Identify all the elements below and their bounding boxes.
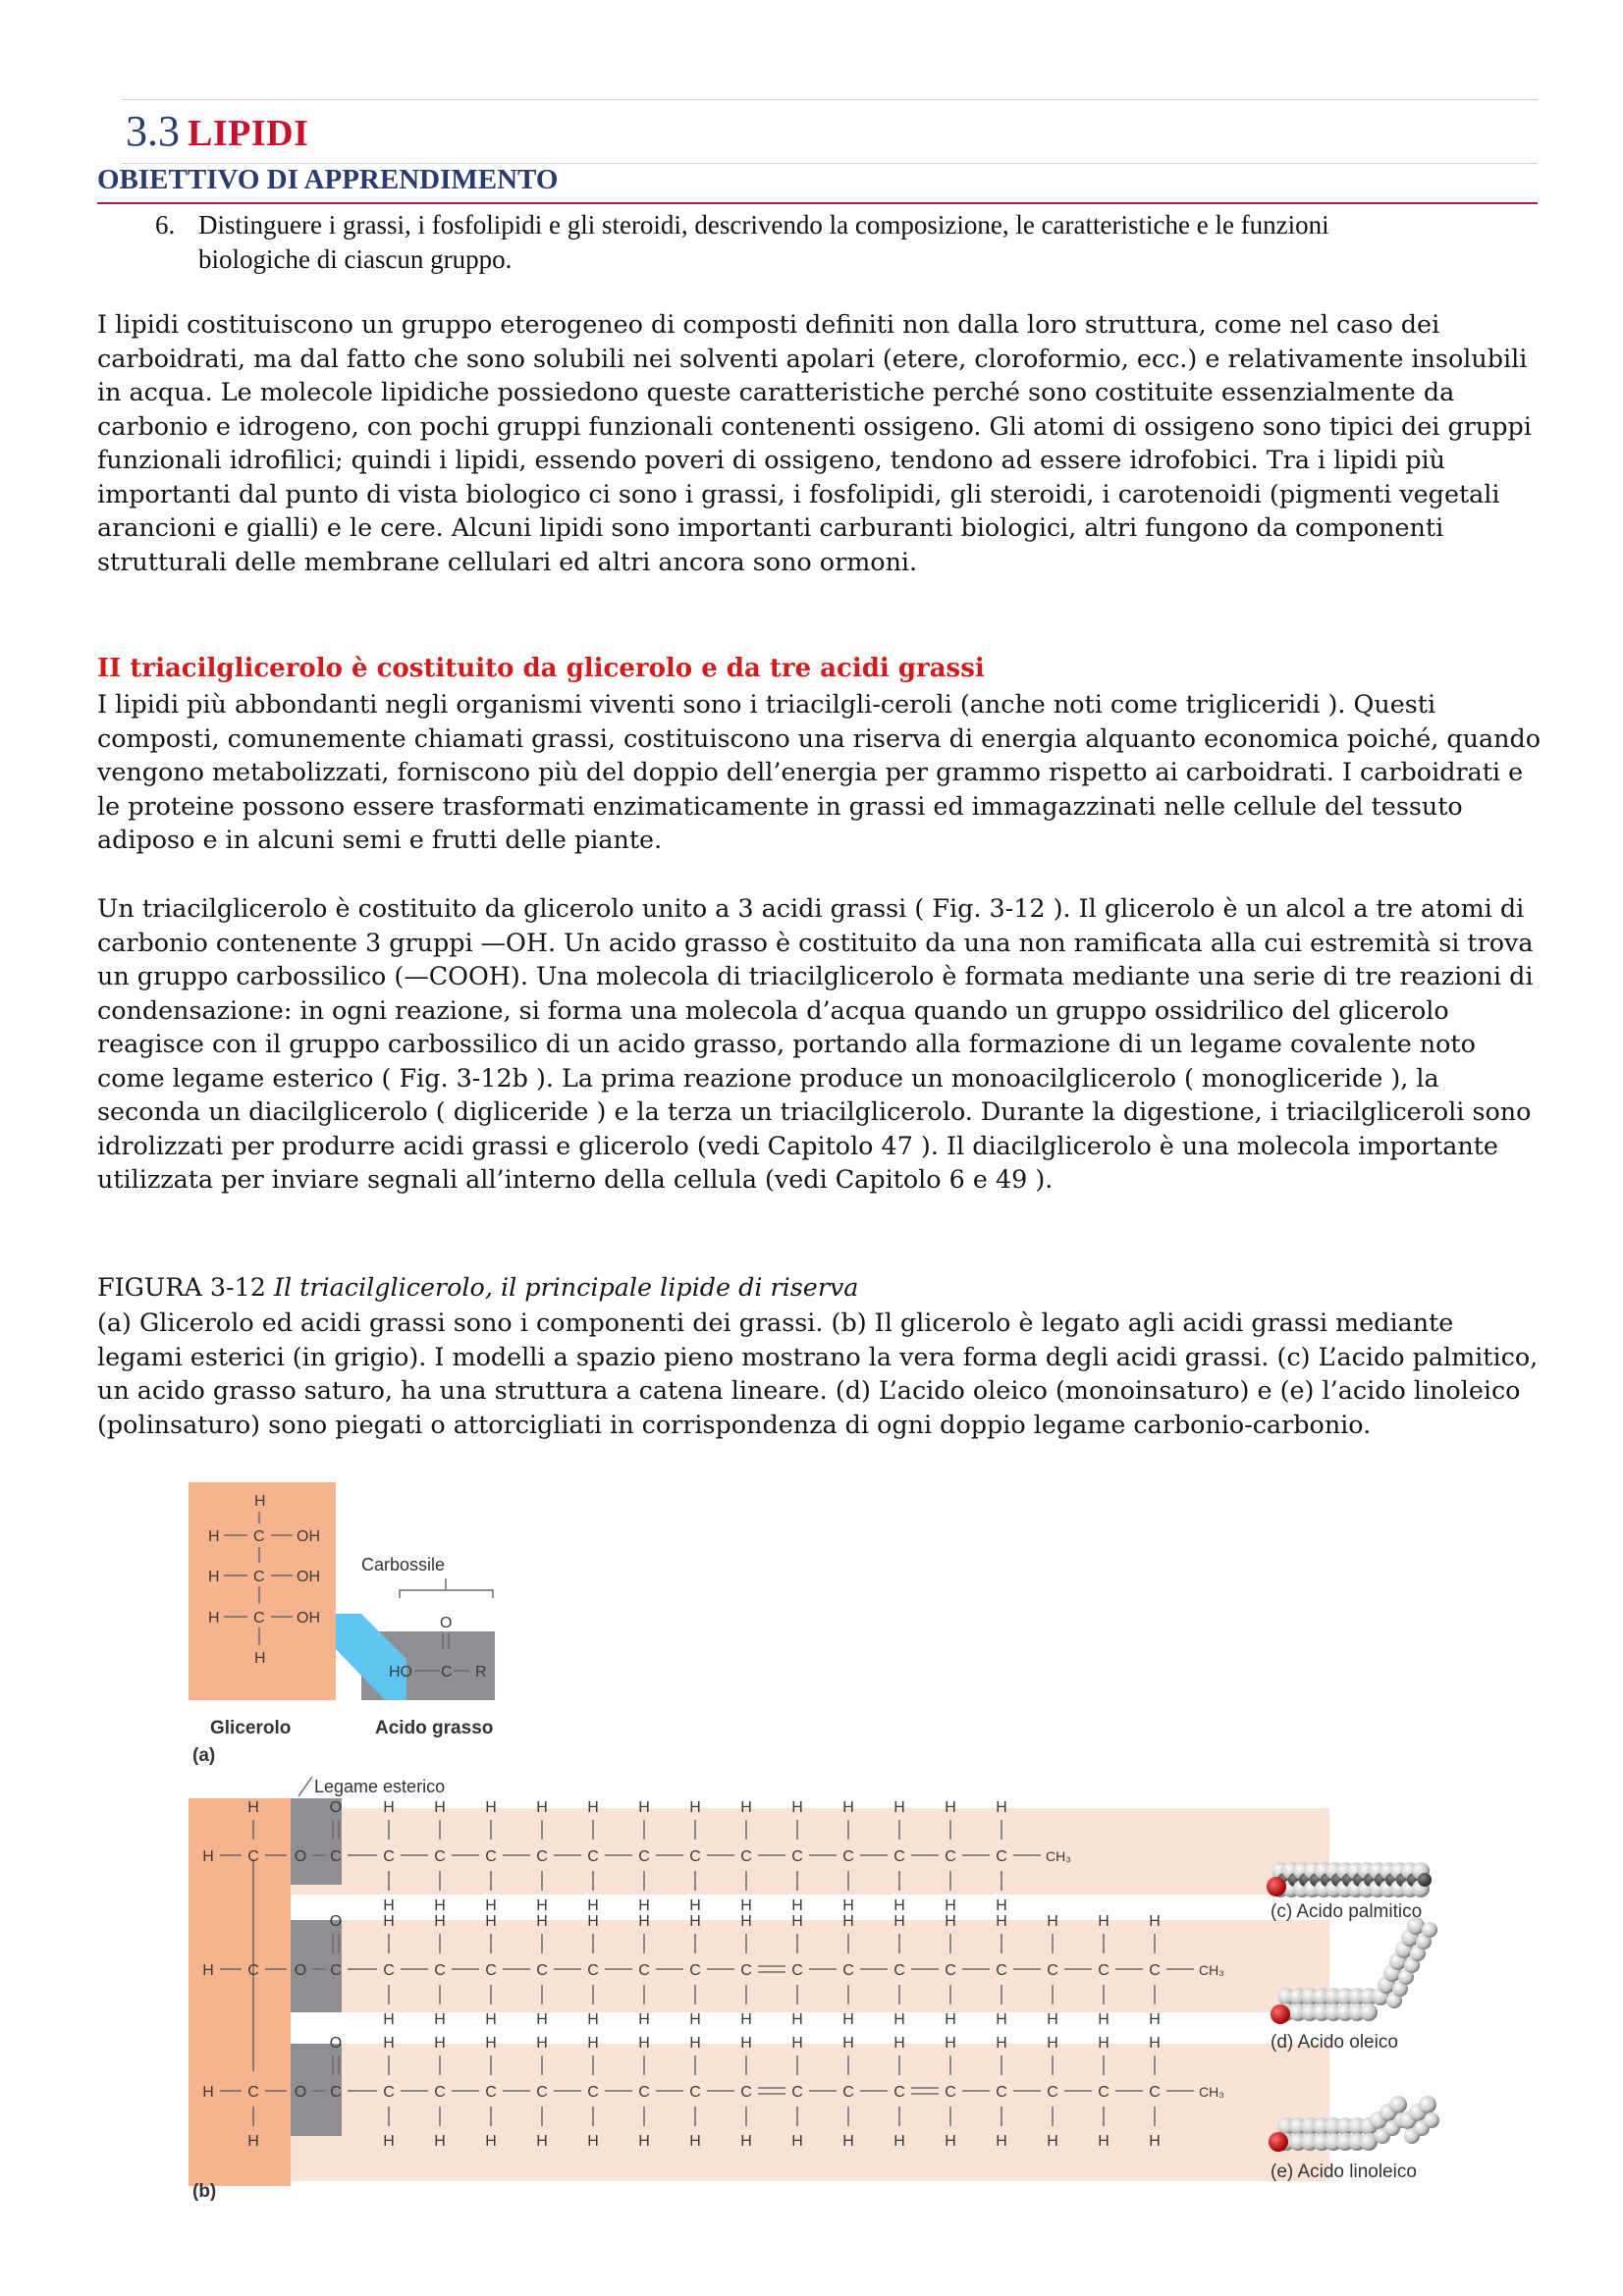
objective-item — [155, 208, 1441, 277]
oleic-label: (d) Acido oleico — [1271, 2032, 1398, 2053]
atom-h: H — [1047, 2133, 1058, 2150]
panel-a-label: (a) — [192, 1745, 216, 1766]
atom-h: H — [842, 2035, 854, 2052]
oxygen-atom — [1267, 1877, 1286, 1896]
atom-c: C — [638, 1962, 650, 1979]
atom-h: H — [996, 1897, 1007, 1914]
figure-caption: (a) Glicerolo ed acidi grassi sono i componenti dei grassi. (b) Il glicerolo è legato agli acidi grassi mediante legami esterici (in grigio). I modelli a spazio pieno mostrano la vera forma degli acidi grassi. (c) L’acido palmitico, un acido grasso saturo, ha una struttura a catena lineare. (d) L’acido oleico (monoinsaturo) e (e) l’acido linoleico (polinsaturo) sono piegati o attorcigliati in corrispondenza di ogni doppio legame carbonio-carbonio. — [97, 1308, 1539, 1439]
atom-h: H — [893, 2133, 905, 2150]
atom-h: H — [383, 2011, 395, 2028]
atom-h: H — [689, 2133, 701, 2150]
atom-c: C — [996, 1848, 1007, 1865]
atom-h: H — [434, 1913, 446, 1930]
atom-h: H — [383, 1799, 395, 1816]
linoleic-label: (e) Acido linoleico — [1271, 2162, 1417, 2182]
atom-oh: OH — [297, 1528, 320, 1545]
atom-h: H — [791, 1913, 803, 1930]
chain-row-2 — [291, 1920, 1329, 2012]
figure-drawing — [189, 1482, 1494, 2202]
atom-c: C — [791, 1962, 803, 1979]
atom-h: H — [945, 2011, 956, 2028]
atom-c: C — [253, 1610, 265, 1627]
atom-h: H — [996, 2133, 1007, 2150]
atom-c: C — [587, 1848, 599, 1865]
atom-h: H — [383, 2133, 395, 2150]
chain-row-1 — [291, 1808, 1329, 1895]
section-number: 3.3 — [126, 107, 180, 155]
atom-h: H — [740, 2133, 752, 2150]
atom-c: C — [996, 1962, 1007, 1979]
intro-paragraph: I lipidi costituiscono un gruppo eterogeneo di composti definiti non dalla loro struttura, come nel caso dei carboidrati, ma dal fatto che sono solubili nei solventi apolari (etere, cloroformio, ecc.) e relativamente insolubili in acqua. Le molecole lipidiche possiedono queste caratteristiche perché sono costituite essenzialmente da carbonio e idrogeno, con pochi gruppi funzionali contenenti ossigeno. Gli atomi di ossigeno sono tipici dei gruppi funzionali idrofilici; quindi i lipidi, essendo poveri di ossigeno, tendono ad essere idrofobici. Tra i lipidi più importanti dal punto di vista biologico ci sono i grassi, i fosfolipidi, gli steroidi, i carotenoidi (pigmenti vegetali arancioni e gialli) e le cere. Alcuni lipidi sono importanti carburanti biologici, altri fungono da componenti strutturali delle membrane cellulari ed altri ancora sono ormoni. — [97, 309, 1532, 576]
atom-h: H — [893, 2035, 905, 2052]
atom-h: H — [208, 1528, 220, 1545]
atom-h: H — [434, 2035, 446, 2052]
atom-h: H — [893, 1799, 905, 1816]
atom-h: H — [638, 2035, 650, 2052]
atom-c: C — [253, 1528, 265, 1545]
atom-h: H — [893, 1897, 905, 1914]
palmitic-label: (c) Acido palmitico — [1271, 1901, 1423, 1922]
atom-c: C — [485, 1848, 497, 1865]
atom-c: C — [791, 2084, 803, 2101]
glycerol-label: Glicerolo — [210, 1718, 292, 1738]
atom-c: C — [893, 1962, 905, 1979]
atom-h: H — [208, 1610, 220, 1627]
atom-c: C — [689, 2084, 701, 2101]
atom-o: O — [329, 1913, 343, 1930]
atom-c: C — [434, 1848, 446, 1865]
atom-c: C — [945, 2084, 956, 2101]
hydrogen-atom — [1360, 2003, 1378, 2021]
objective-title: OBIETTIVO DI APPRENDIMENTO — [97, 164, 559, 195]
atom-h: H — [485, 1799, 497, 1816]
atom-c: C — [587, 2084, 599, 2101]
figure-label: FIGURA 3-12 — [97, 1272, 266, 1302]
atom-c: C — [536, 1962, 548, 1979]
hydrogen-atom — [1424, 2112, 1439, 2128]
atom-c: C — [689, 1962, 701, 1979]
atom-ch3: CH₃ — [1046, 1848, 1071, 1864]
atom-c: C — [996, 2084, 1007, 2101]
atom-c: C — [330, 1848, 342, 1865]
atom-c: C — [247, 2084, 259, 2101]
atom-h: H — [485, 2035, 497, 2052]
atom-h: H — [996, 2011, 1007, 2028]
atom-o: O — [294, 2084, 307, 2101]
atom-h: H — [434, 2011, 446, 2028]
atom-c: C — [330, 2084, 342, 2101]
atom-h: H — [383, 1913, 395, 1930]
atom-c: C — [485, 2084, 497, 2101]
atom-h: H — [689, 1897, 701, 1914]
atom-c: C — [434, 2084, 446, 2101]
atom-h: H — [945, 2035, 956, 2052]
atom-c: C — [1149, 1962, 1161, 1979]
atom-h: H — [740, 1897, 752, 1914]
atom-ch3: CH₃ — [1199, 2084, 1224, 2100]
atom-c: C — [638, 1848, 650, 1865]
atom-c: C — [842, 1962, 854, 1979]
atom-h: H — [945, 2133, 956, 2150]
objective-number: 6. — [155, 210, 176, 240]
atom-oh: OH — [297, 1569, 320, 1585]
atom-h: H — [740, 2011, 752, 2028]
atom-c: C — [1149, 2084, 1161, 2101]
atom-h: H — [536, 1897, 548, 1914]
atom-h: H — [1098, 1913, 1109, 1930]
atom-h: H — [1149, 2035, 1161, 2052]
atom-h: H — [740, 2035, 752, 2052]
atom-h: H — [638, 1897, 650, 1914]
atom-c: C — [1047, 1962, 1058, 1979]
atom-h: H — [791, 1897, 803, 1914]
structure-paragraph: Un triacilglicerolo è costituito da glicerolo unito a 3 acidi grassi ( Fig. 3-12 ). Il glicerolo è un alcol a tre atomi di carbonio contenente 3 gruppi —OH. Un acido grasso è costituito da una non ramificata alla cui estremità si trova un gruppo carbossilico (—COOH). Una molecola di triacilglicerolo è formata mediante una serie di tre reazioni di condensazione: in ogni reazione, si forma una molecola d’acqua quando un gruppo ossidrilico del glicerolo reagisce con il gruppo carbossilico di un acido grasso, portando alla formazione di un legame covalente noto come legame esterico ( Fig. 3-12b ). La prima reazione produce un monoacilglicerolo ( monogliceride ), la seconda un diacilglicerolo ( digliceride ) e la terza un triacilglicerolo. Durante la digestione, i triacilgliceroli sono idrolizzati per produrre acidi grassi e glicerolo (vedi Capitolo 47 ). Il diacilglicerolo è una molecola importante utilizzata per inviare segnali all’interno della cellula (vedi Capitolo 6 e 49 ). — [97, 893, 1534, 1194]
atom-h: H — [842, 1913, 854, 1930]
atom-h: H — [485, 2133, 497, 2150]
atom-h: H — [893, 1913, 905, 1930]
atom-c: C — [945, 1848, 956, 1865]
atom-h: H — [842, 1799, 854, 1816]
atom-o: O — [440, 1615, 453, 1631]
atom-c: C — [253, 1569, 265, 1585]
atom-h: H — [791, 2011, 803, 2028]
atom-h: H — [1098, 2011, 1109, 2028]
atom-h: H — [202, 2084, 214, 2101]
atom-c: C — [383, 1848, 395, 1865]
atom-c: C — [842, 2084, 854, 2101]
atom-h: H — [893, 2011, 905, 2028]
atom-c: C — [689, 1848, 701, 1865]
atom-o: O — [329, 1799, 343, 1816]
hydrogen-atom — [1422, 1922, 1437, 1938]
carbon-atom — [1418, 1873, 1432, 1887]
atom-h: H — [1098, 2133, 1109, 2150]
atom-h: H — [1098, 2035, 1109, 2052]
atom-c: C — [536, 1848, 548, 1865]
atom-h: H — [434, 1799, 446, 1816]
atom-h: H — [689, 2035, 701, 2052]
atom-h: H — [842, 2133, 854, 2150]
objective-text: Distinguere i grassi, i fosfolipidi e gli steroidi, descrivendo la composizione, le caratteristiche e le funzioni biologiche di ciascun gruppo. — [198, 210, 1329, 274]
atom-h: H — [638, 2133, 650, 2150]
chain-row-3 — [291, 2044, 1329, 2181]
atom-h: H — [587, 2035, 599, 2052]
atom-h: H — [434, 1897, 446, 1914]
atom-h: H — [485, 2011, 497, 2028]
panel-a — [189, 1482, 495, 1766]
oxygen-atom — [1271, 2004, 1290, 2024]
atom-h: H — [202, 1962, 214, 1979]
atom-c: C — [587, 1962, 599, 1979]
atom-h-top: H — [254, 1493, 266, 1510]
atom-c: C — [740, 1962, 752, 1979]
atom-h: H — [791, 1799, 803, 1816]
atom-h-bottom: H — [254, 1650, 266, 1667]
atom-oh: OH — [297, 1610, 320, 1627]
atom-h: H — [208, 1569, 220, 1585]
atom-h: H — [383, 1897, 395, 1914]
objective-rule — [97, 202, 1538, 204]
atom-h: H — [689, 1913, 701, 1930]
section-name: LIPIDI — [188, 113, 309, 154]
atom-h: H — [842, 1897, 854, 1914]
atom-r: R — [475, 1664, 487, 1681]
carboxyl-label: Carbossile — [361, 1555, 446, 1575]
ester-bond-label: Legame esterico — [314, 1777, 446, 1796]
atom-h: H — [945, 1913, 956, 1930]
atom-h: H — [1149, 1913, 1161, 1930]
atom-c: C — [434, 1962, 446, 1979]
oxygen-atom — [1269, 2132, 1288, 2152]
atom-c: C — [893, 2084, 905, 2101]
panel-b — [189, 1777, 1329, 2202]
atom-h: H — [587, 1799, 599, 1816]
atom-h: H — [536, 2035, 548, 2052]
hydrogen-atom — [1419, 2096, 1436, 2113]
glycerol-box — [189, 1482, 336, 1700]
atom-o: O — [329, 2035, 343, 2052]
atom-c: C — [740, 2084, 752, 2101]
atom-h: H — [383, 2035, 395, 2052]
atom-h: H — [1047, 2011, 1058, 2028]
atom-c: C — [383, 2084, 395, 2101]
atom-ch3: CH₃ — [1199, 1962, 1224, 1978]
atom-c: C — [485, 1962, 497, 1979]
atom-h: H — [536, 1799, 548, 1816]
atom-h: H — [945, 1799, 956, 1816]
atom-c: C — [247, 1848, 259, 1865]
atom-c: C — [893, 1848, 905, 1865]
figure-3-12 — [189, 1482, 1494, 2202]
atom-c: C — [842, 1848, 854, 1865]
atom-h: H — [587, 2011, 599, 2028]
atom-o: O — [294, 1962, 307, 1979]
subsection-heading: II triacilglicerolo è costituito da glicerolo e da tre acidi grassi — [97, 654, 985, 683]
atom-h: H — [587, 2133, 599, 2150]
atom-h: H — [1149, 2133, 1161, 2150]
triacylglycerol-paragraph: I lipidi più abbondanti negli organismi viventi sono i triacilgli-ceroli (anche noti come trigliceridi ). Questi composti, comunemente chiamati grassi, costituiscono una riserva di energia alquanto economica poiché, quando vengono metabolizzati, forniscono più del doppio dell’energia per grammo rispetto ai carboidrati. I carboidrati e le proteine possono essere trasformati enzimaticamente in grassi ed immagazzinati nelle cellule del tessuto adiposo e in alcuni semi e frutti delle piante. — [97, 689, 1542, 854]
atom-h: H — [638, 1913, 650, 1930]
atom-c: C — [638, 2084, 650, 2101]
atom-h: H — [791, 2133, 803, 2150]
atom-c: C — [441, 1664, 453, 1681]
atom-h: H — [689, 1799, 701, 1816]
atom-h: H — [740, 1799, 752, 1816]
atom-ho: HO — [389, 1664, 412, 1681]
hydrogen-atom — [1389, 2096, 1407, 2113]
atom-h: H — [1047, 2035, 1058, 2052]
atom-c: C — [791, 1848, 803, 1865]
top-rule — [122, 99, 1538, 100]
atom-c: C — [1098, 1962, 1109, 1979]
atom-h: H — [945, 1897, 956, 1914]
atom-h: H — [1149, 2011, 1161, 2028]
atom-h: H — [996, 1913, 1007, 1930]
atom-h: H — [1047, 1913, 1058, 1930]
atom-h: H — [842, 2011, 854, 2028]
atom-c: C — [536, 2084, 548, 2101]
atom-h: H — [587, 1913, 599, 1930]
fatty-acid-label: Acido grasso — [375, 1718, 494, 1738]
atom-h: H — [536, 1913, 548, 1930]
section-title — [126, 106, 308, 161]
atom-h: H — [689, 2011, 701, 2028]
atom-c: C — [383, 1962, 395, 1979]
atom-c: C — [740, 1848, 752, 1865]
panel-b-label: (b) — [192, 2181, 217, 2202]
atom-h: H — [536, 2011, 548, 2028]
figure-title: Il triacilglicerolo, il principale lipide di riserva — [273, 1272, 859, 1302]
atom-c: C — [1047, 2084, 1058, 2101]
atom-h: H — [638, 1799, 650, 1816]
atom-c: C — [330, 1962, 342, 1979]
atom-c: C — [1098, 2084, 1109, 2101]
atom-h: H — [536, 2133, 548, 2150]
atom-h: H — [247, 2133, 259, 2150]
atom-h: H — [587, 1897, 599, 1914]
atom-h: H — [485, 1913, 497, 1930]
atom-h: H — [791, 2035, 803, 2052]
atom-c: C — [945, 1962, 956, 1979]
atom-h: H — [638, 2011, 650, 2028]
atom-h: H — [740, 1913, 752, 1930]
atom-c: C — [247, 1962, 259, 1979]
figure-title-line — [97, 1272, 858, 1302]
atom-h: H — [434, 2133, 446, 2150]
atom-h: H — [485, 1897, 497, 1914]
atom-h: H — [996, 2035, 1007, 2052]
atom-h: H — [247, 1799, 259, 1816]
atom-h: H — [202, 1848, 214, 1865]
atom-o: O — [294, 1848, 307, 1865]
atom-h: H — [996, 1799, 1007, 1816]
